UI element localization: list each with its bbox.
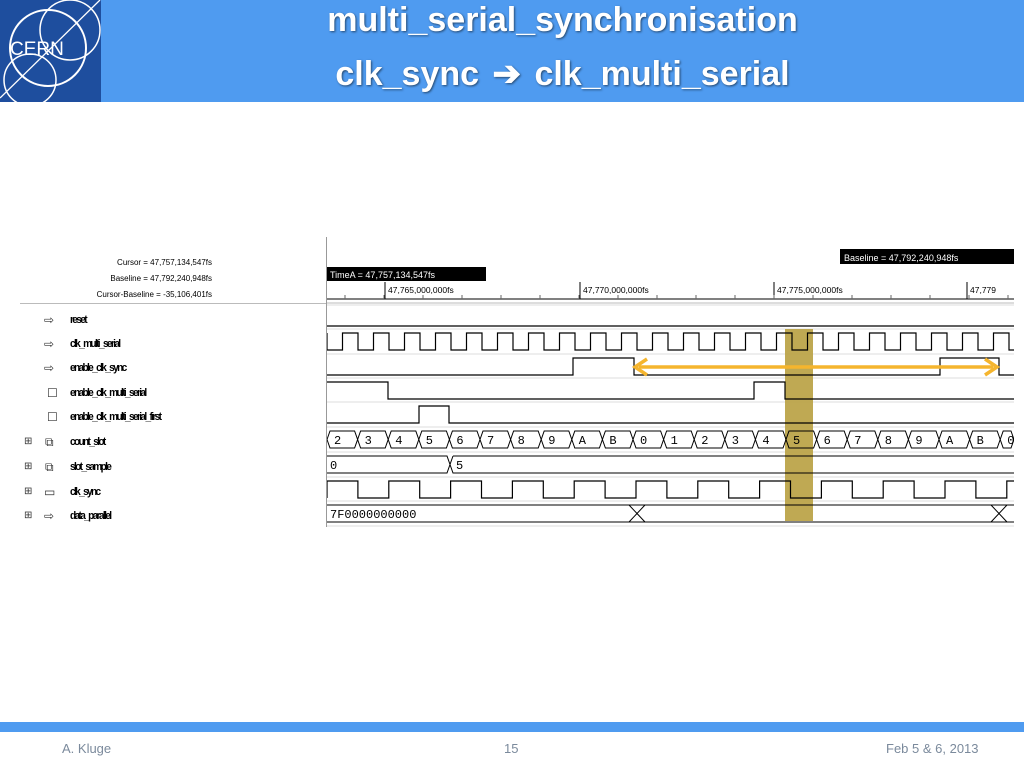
cern-logo (0, 0, 101, 102)
signal-name: slot_sample (70, 461, 111, 473)
bus-port-icon: ⇨ (44, 509, 55, 523)
count-slot-value: 0 (1007, 434, 1014, 448)
footer-author: A. Kluge (62, 741, 112, 756)
data-parallel-transition (629, 505, 645, 522)
enable-clk-multi-serial-wave (327, 382, 1014, 399)
count-slot-value: 2 (334, 434, 342, 448)
tick-label: 47,779 (970, 285, 996, 295)
signal-name: clk_multi_serial (70, 338, 120, 350)
count-slot-value: 7 (487, 434, 495, 448)
signal-box-icon: ☐ (47, 410, 58, 424)
logo-text: CERN (10, 39, 64, 60)
data-parallel-transition (991, 505, 1007, 522)
count-slot-segment (541, 431, 572, 448)
count-slot-segment (327, 431, 358, 448)
title-from: clk_sync (335, 55, 480, 93)
signal-name: enable_clk_sync (70, 362, 126, 374)
cursor-baseline-readout: Cursor-Baseline = -35,106,401fs (96, 290, 212, 299)
count-slot-segment (908, 431, 939, 448)
footer-page-number: 15 (504, 741, 519, 756)
count-slot-segment (633, 431, 664, 448)
count-slot-segment (725, 431, 756, 448)
signal-name: data_parallel (70, 510, 111, 522)
signal-row-enable-clk-multi-serial[interactable] (20, 381, 326, 405)
signal-name: clk_sync (70, 486, 100, 498)
expand-icon[interactable]: ⊞ (24, 510, 33, 521)
count-slot-value: B (976, 434, 984, 448)
signal-name: reset (70, 314, 86, 326)
bus-icon: ⧉ (45, 460, 54, 474)
expand-icon[interactable]: ⊞ (24, 486, 33, 497)
signal-row-enable-clk-sync[interactable] (20, 356, 326, 380)
cursor-highlight (785, 329, 813, 521)
expand-icon[interactable]: ⊞ (24, 436, 33, 447)
signal-name: count_slot (70, 436, 105, 448)
signal-name-panel (20, 303, 326, 528)
signal-row-enable-clk-multi-serial-first[interactable] (20, 405, 326, 429)
count-slot-segment (388, 431, 419, 448)
count-slot-value: 9 (915, 434, 923, 448)
slot-sample-segment (450, 456, 1014, 473)
count-slot-value: 5 (793, 434, 801, 448)
input-port-icon: ⇨ (44, 337, 55, 351)
count-slot-value: 8 (884, 434, 893, 448)
count-slot-segment (878, 431, 909, 448)
count-slot-segment (449, 431, 480, 448)
count-slot-segment (511, 431, 542, 448)
count-slot-value: 4 (762, 434, 770, 448)
signal-name: enable_clk_multi_serial (70, 387, 146, 399)
count-slot-segment (572, 431, 603, 448)
signal-row-reset[interactable] (20, 308, 326, 332)
signal-row-data-parallel[interactable] (20, 504, 326, 528)
clk-multi-serial-wave (327, 333, 1014, 350)
count-slot-segment (755, 431, 786, 448)
count-slot-value: 6 (456, 434, 464, 448)
input-port-icon: ⇨ (44, 361, 55, 375)
count-slot-value: 8 (517, 434, 525, 448)
count-slot-value: 7 (854, 434, 862, 448)
slide-title-line2 (101, 54, 1024, 94)
count-slot-value: 9 (548, 434, 556, 448)
enable-clk-multi-serial-first-wave (327, 406, 1014, 423)
count-slot-value: 6 (823, 434, 831, 448)
count-slot-segment (358, 431, 389, 448)
count-slot-value: A (578, 434, 587, 448)
baseline-readout: Baseline = 47,792,240,948fs (110, 274, 212, 283)
signal-row-count-slot[interactable] (20, 430, 326, 454)
signal-box-icon: ☐ (47, 386, 58, 400)
count-slot-segment (694, 431, 725, 448)
expand-icon[interactable]: ⊞ (24, 461, 33, 472)
slide-header (0, 0, 1024, 102)
signal-row-clk-sync[interactable] (20, 480, 326, 504)
count-slot-segment (480, 431, 511, 448)
title-to: clk_multi_serial (534, 55, 790, 93)
count-slot-value: 1 (670, 434, 678, 448)
slot-sample-value: 0 (330, 459, 338, 473)
footer-bar (0, 722, 1024, 732)
time-a-badge-text: TimeA = 47,757,134,547fs (330, 270, 435, 280)
cursor-readout: Cursor = 47,757,134,547fs (117, 258, 212, 267)
count-slot-value: 3 (364, 434, 372, 448)
count-slot-segment (817, 431, 848, 448)
count-slot-segment (664, 431, 695, 448)
data-parallel-value: 7F0000000000 (330, 508, 417, 522)
data-parallel-bus (327, 505, 1014, 522)
count-slot-value: 4 (395, 434, 403, 448)
count-slot-value: 0 (640, 434, 648, 448)
count-slot-segment (419, 431, 450, 448)
count-slot-value: A (946, 434, 954, 448)
tick-label: 47,770,000,000fs (583, 285, 649, 295)
footer-date: Feb 5 & 6, 2013 (886, 741, 979, 756)
bus-icon: ⧉ (45, 435, 54, 449)
count-slot-value: 2 (701, 434, 709, 448)
waveform-view[interactable] (327, 237, 1014, 529)
signal-row-clk-multi-serial[interactable] (20, 332, 326, 356)
count-slot-segment (602, 431, 633, 448)
count-slot-segment (939, 431, 970, 448)
count-slot-value: 3 (731, 434, 740, 448)
slide-title-line1: multi_serial_synchronisation (327, 1, 798, 39)
signal-name: enable_clk_multi_serial_first (70, 411, 161, 423)
slot-sample-value: 5 (456, 459, 464, 473)
count-slot-segment (847, 431, 878, 448)
tick-label: 47,765,000,000fs (388, 285, 454, 295)
signal-row-slot-sample[interactable] (20, 455, 326, 479)
input-port-icon: ⇨ (44, 313, 55, 327)
clock-icon: ▭ (44, 485, 56, 499)
baseline-badge-text: Baseline = 47,792,240,948fs (844, 253, 959, 263)
right-arrow-icon: ➔ (492, 55, 521, 93)
count-slot-value: B (609, 434, 617, 448)
slot-sample-segment (327, 456, 450, 473)
count-slot-segment (970, 431, 1001, 448)
count-slot-value: 5 (425, 434, 434, 448)
clk-sync-wave (327, 481, 1014, 498)
tick-label: 47,775,000,000fs (777, 285, 843, 295)
